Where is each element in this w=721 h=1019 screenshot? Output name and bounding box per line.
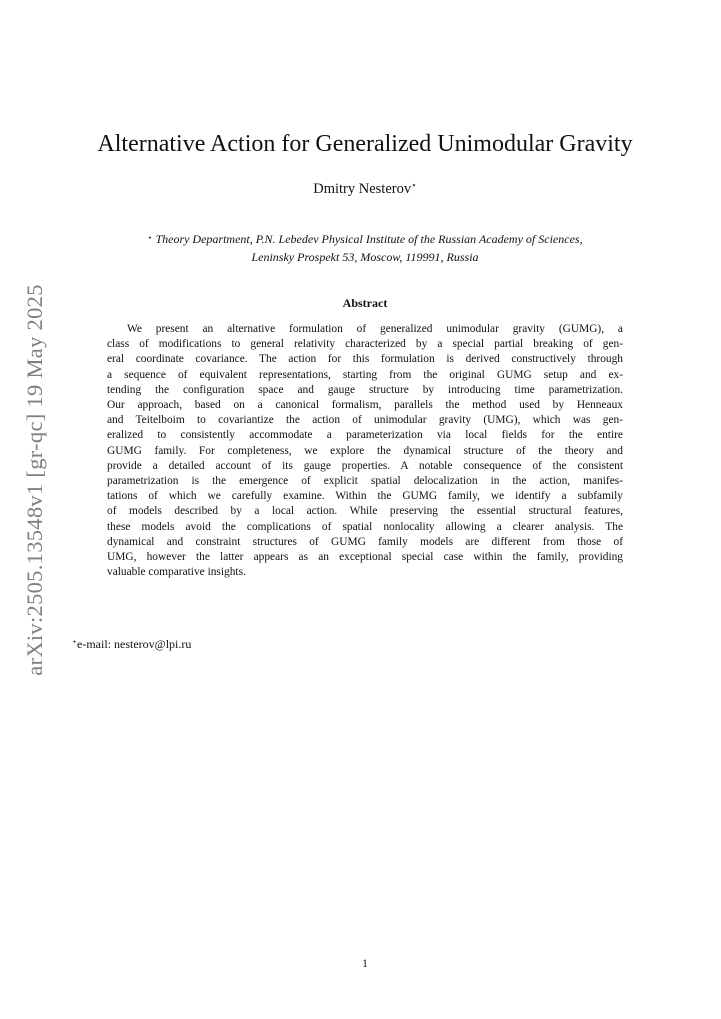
abstract-line: class of modifications to general relativity characterized by a special partial breaking of gen- xyxy=(107,338,623,351)
affiliation-mark: ⋆ xyxy=(147,233,153,242)
affiliation xyxy=(70,229,660,266)
abstract-line: eralized to consistently accommodate a parameterization via local fields for the entire xyxy=(107,429,623,442)
arxiv-identifier-stamp[interactable]: arXiv:2505.13548v1 [gr-qc] 19 May 2025 xyxy=(22,284,47,676)
abstract-line: GUMG family. For completeness, we explore the dynamical structure of the theory and xyxy=(107,444,623,457)
abstract-line: We present an alternative formulation of generalized unimodular gravity (GUMG), a xyxy=(127,323,623,335)
affiliation-line-2: Leninsky Prospekt 53, Moscow, 119991, Russia xyxy=(251,250,479,264)
affiliation-line-1: ⋆ Theory Department, P.N. Lebedev Physical Institute of the Russian Academy of Sciences, xyxy=(147,232,583,246)
abstract-heading: Abstract xyxy=(342,296,388,310)
paper-title: Alternative Action for Generalized Unimodular Gravity xyxy=(97,131,633,157)
footnote-mark: ⋆ xyxy=(72,637,78,646)
abstract-line: these models avoid the complications of spatial nonlocality allowing a clearer analysis. The xyxy=(107,520,623,533)
abstract-line: tations of which we carefully examine. Within the GUMG family, we identify a subfamily xyxy=(107,490,623,503)
abstract-line: eral coordinate covariance. The action for this formulation is derived constructively through xyxy=(107,353,623,366)
page-number: 1 xyxy=(362,956,368,970)
abstract-line: tending the configuration space and gauge structure by introducing time parametrization. xyxy=(107,383,623,396)
abstract-line: of models described by a local action. While preserving the essential structural features, xyxy=(107,505,623,518)
abstract-line: valuable comparative insights. xyxy=(107,566,246,579)
abstract-line: Our approach, based on a canonical formalism, parallels the method used by Henneaux xyxy=(107,399,623,412)
abstract-line: a sequence of equivalent representations, starting from the original GUMG setup and ex- xyxy=(107,368,623,381)
author-name: Dmitry Nesterov xyxy=(313,181,412,197)
abstract-line: provide a detailed account of its gauge properties. A notable consequence of the consistent xyxy=(107,459,623,472)
abstract-line: and Teitelboim to covariantize the action of unimodular gravity (UMG), which was gen- xyxy=(107,414,623,427)
abstract-body xyxy=(107,322,623,580)
email-text[interactable]: e-mail: nesterov@lpi.ru xyxy=(77,637,192,651)
author-line xyxy=(40,180,690,198)
abstract-line: dynamical and constraint structures of GUMG family models are different from those of xyxy=(107,535,623,548)
abstract-line: UMG, however the latter appears as an exceptional special case within the family, providing xyxy=(107,551,623,564)
footnote-email xyxy=(72,637,191,652)
author-footnote-mark: ⋆ xyxy=(411,180,417,190)
abstract-line: parametrization is the emergence of explicit spatial delocalization in the action, manifes- xyxy=(107,475,623,488)
